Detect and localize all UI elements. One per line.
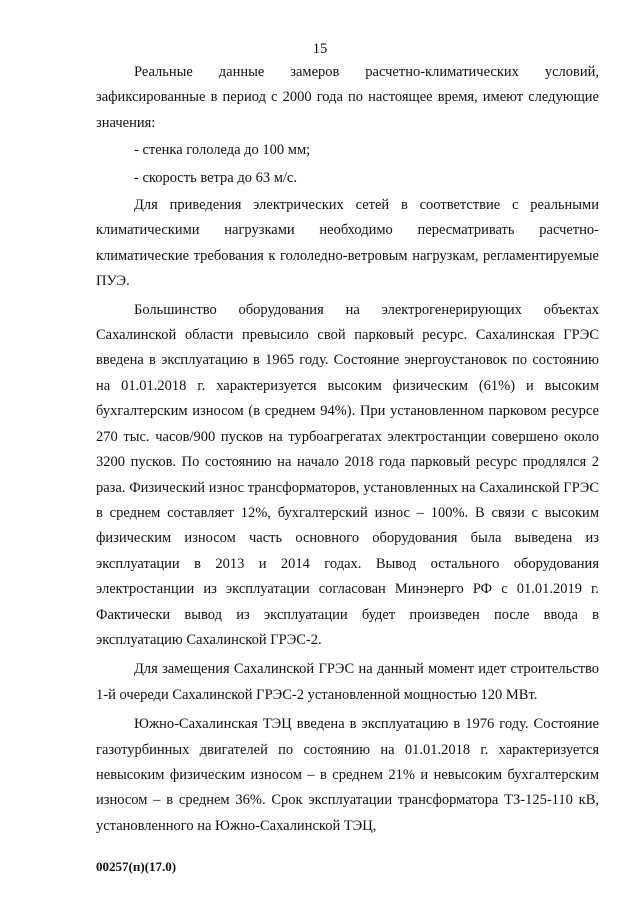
body-text xyxy=(96,60,599,839)
paragraph-tec-condition: Южно-Сахалинская ТЭЦ введена в эксплуатацию в 1976 году. Состояние газотурбинных двигателей по состоянию на 01.01.2018 г. характеризуется невысоким физическим износом – в среднем 21% и невысоким бухгалтерским износом – в среднем 36%. Срок эксплуатации трансформатора ТЗ-125-110 кВ, установленного на Южно-Сахалинской ТЭЦ, xyxy=(96,716,599,834)
paragraph-measured-conditions: Реальные данные замеров расчетно-климатических условий, зафиксированные в период с 2000 года по настоящее время, имеют следующие значения: xyxy=(96,64,599,131)
list-item-wind-speed: - скорость ветра до 63 м/с. xyxy=(134,169,297,186)
document-code: 00257(п)(17.0) xyxy=(96,859,177,874)
paragraph-gres2-construction: Для замещения Сахалинской ГРЭС на данный момент идет строительство 1-й очереди Сахалинской ГРЭС-2 установленной мощностью 120 МВт. xyxy=(96,661,599,703)
paragraph-equipment-resource: Большинство оборудования на электрогенерирующих объектах Сахалинской области превысило свой парковый ресурс. Сахалинская ГРЭС введена в эксплуатацию в 1965 году. Состояние энергоустановок по состоянию на 01.01.2018 г. характеризуется высоким физическим (61%) и высоким бухгалтерским износом (в среднем 94%). При установленном парковом ресурсе 270 тыс. часов/900 пусков на турбоагрегатах электростанции совершено около 3200 пусков. По состоянию на начало 2018 года парковый ресурс продлялся 2 раза. Физический износ трансформаторов, установленных на Сахалинской ГРЭС в среднем составляет 12%, бухгалтерский износ – 100%. В связи с высоким физическим износом часть основного оборудования была выведена из эксплуатации в 2013 и 2014 годах. Вывод остального оборудования электростанции из эксплуатации согласован Минэнерго РФ с 01.01.2019 г. Фактически вывод из эксплуатации будет произведен после ввода в эксплуатацию Сахалинской ГРЭС-2. xyxy=(96,301,599,648)
paragraph-climate-requirements: Для приведения электрических сетей в соответствие с реальными климатическими нагрузками необходимо пересматривать расчетно-климатические требования к гололедно-ветровым нагрузкам, регламентируемые ПУЭ. xyxy=(96,197,599,290)
page-number: 15 xyxy=(312,41,328,57)
list-item-ice-wall: - стенка гололеда до 100 мм; xyxy=(134,142,311,159)
